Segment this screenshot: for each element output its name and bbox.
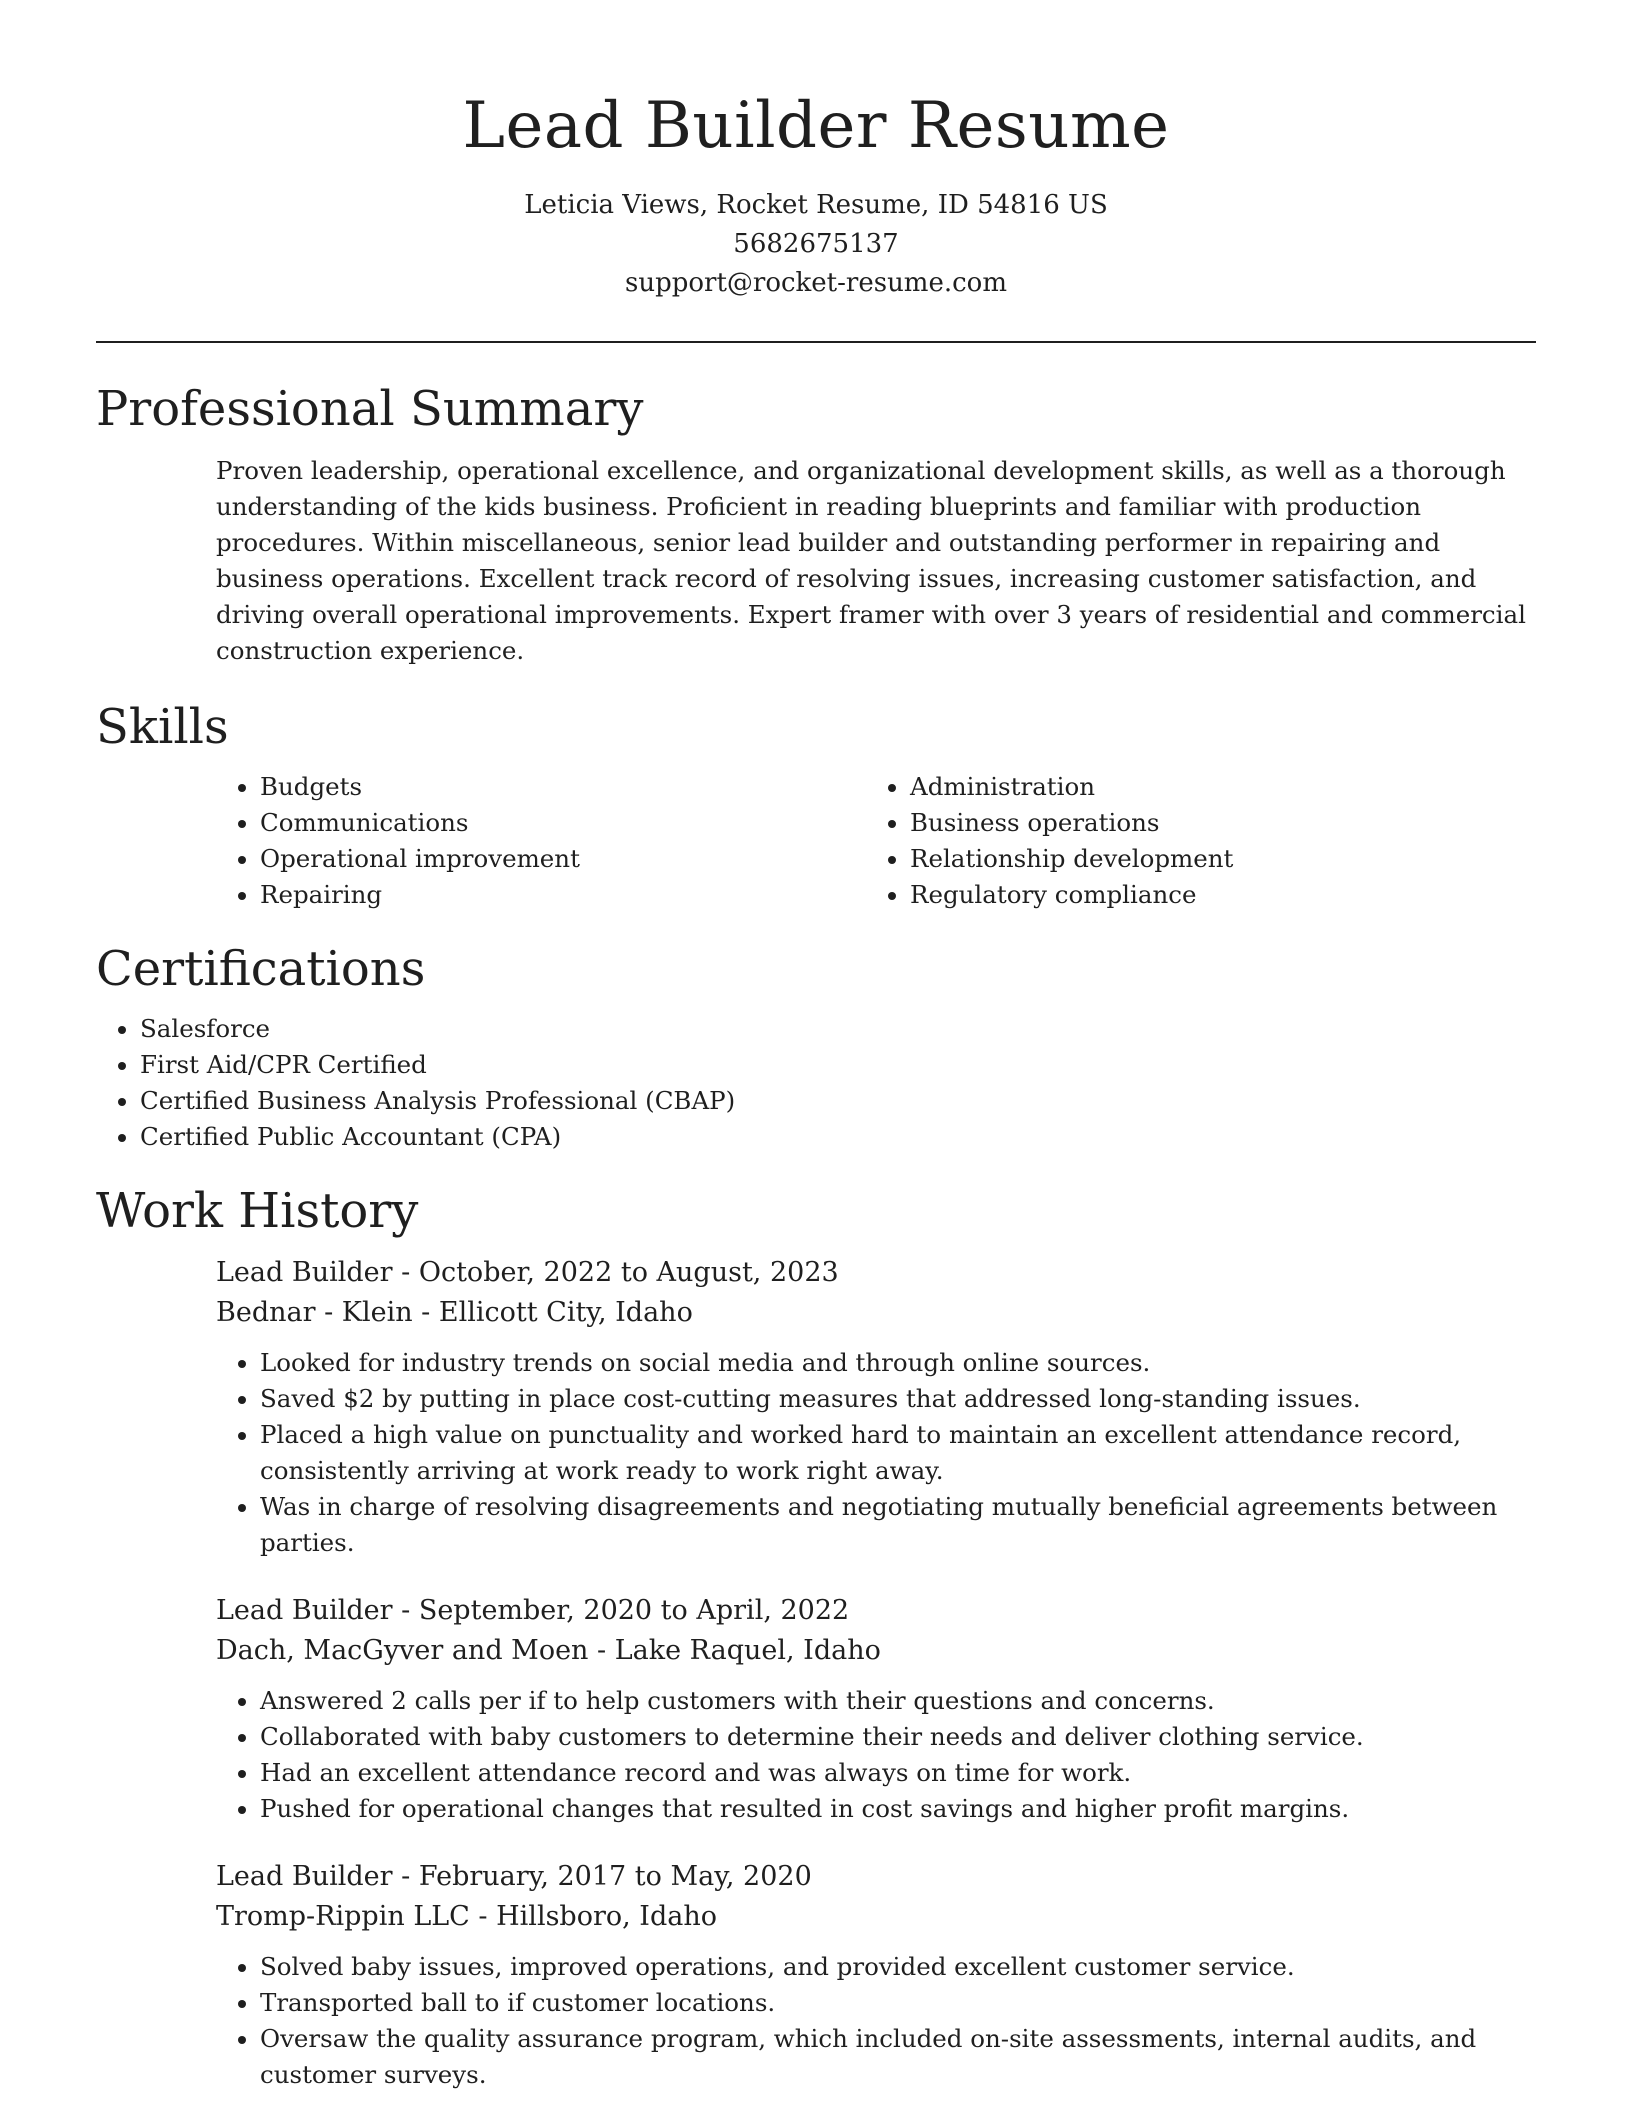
job-title: Lead Builder - February, 2017 to May, 2020 (216, 1861, 812, 1892)
work-history-section (96, 1181, 1536, 2093)
job-bullet: • Collaborated with baby customers to determine their needs and deliver clothing service. (260, 1719, 1536, 1755)
job-bullet: • Oversaw the quality assurance program, which included on-site assessments, internal audits, and customer surveys. (260, 2021, 1536, 2093)
job-title: Lead Builder - October, 2022 to August, 2023 (216, 1257, 839, 1288)
skill-item: • Repairing (260, 877, 866, 913)
skill-item: • Administration (910, 769, 1516, 805)
certification-item: • Salesforce (140, 1011, 1536, 1047)
contact-address: Leticia Views, Rocket Resume, ID 54816 US (524, 190, 1108, 220)
certifications-list (96, 1011, 1536, 1155)
skills-list-right (866, 769, 1516, 913)
job-title: Lead Builder - September, 2020 to April, 2022 (216, 1595, 850, 1626)
resume-header (96, 0, 1536, 303)
section-heading-work-history: Work History (96, 1183, 419, 1239)
professional-summary-section (96, 379, 1536, 669)
header-divider (96, 341, 1536, 343)
job-bullet: • Answered 2 calls per if to help customers with their questions and concerns. (260, 1683, 1536, 1719)
section-heading-summary: Professional Summary (96, 381, 644, 437)
contact-info (96, 186, 1536, 303)
skills-list-left (216, 769, 866, 913)
section-heading-certifications: Certifications (96, 941, 426, 997)
skill-item: • Budgets (260, 769, 866, 805)
page-title: Lead Builder Resume (462, 89, 1170, 163)
job-company: Dach, MacGyver and Moen - Lake Raquel, Idaho (216, 1635, 881, 1666)
job-company: Bednar - Klein - Ellicott City, Idaho (216, 1297, 693, 1328)
skills-section (96, 697, 1536, 913)
contact-phone: 5682675137 (733, 229, 899, 259)
skills-column-left (216, 769, 866, 913)
job-bullet: • Placed a high value on punctuality and worked hard to maintain an excellent attendance record, consistently arriving at work ready to work right away. (260, 1417, 1536, 1489)
skill-item: • Regulatory compliance (910, 877, 1516, 913)
job-bullet: • Looked for industry trends on social media and through online sources. (260, 1345, 1536, 1381)
skill-item: • Relationship development (910, 841, 1516, 877)
job-bullet: • Had an excellent attendance record and was always on time for work. (260, 1755, 1536, 1791)
job-entry (216, 1253, 1536, 1561)
skills-grid (216, 769, 1536, 913)
job-bullet: • Solved baby issues, improved operations, and provided excellent customer service. (260, 1949, 1536, 1985)
job-bullet: • Pushed for operational changes that resulted in cost savings and higher profit margins. (260, 1791, 1536, 1827)
job-bullets (216, 1345, 1536, 1561)
certification-item: • Certified Business Analysis Professional (CBAP) (140, 1083, 1536, 1119)
job-bullet: • Saved $2 by putting in place cost-cutting measures that addressed long-standing issues. (260, 1381, 1536, 1417)
job-entry (216, 1857, 1536, 2093)
contact-email: support@rocket-resume.com (624, 268, 1007, 298)
certifications-section (96, 939, 1536, 1155)
job-bullet: • Transported ball to if customer locations. (260, 1985, 1536, 2021)
summary-text: Proven leadership, operational excellence, and organizational development skills, as well as a thorough understanding of the kids business. Proficient in reading blueprints and familiar with production procedures. Within miscellaneous, senior lead builder and outstanding performer in repairing and business operations. Excellent track record of resolving issues, increasing customer satisfaction, and driving overall operational improvements. Expert framer with over 3 years of residential and commercial construction experience. (216, 456, 1526, 665)
certification-item: • Certified Public Accountant (CPA) (140, 1119, 1536, 1155)
skill-item: • Communications (260, 805, 866, 841)
job-bullet: • Was in charge of resolving disagreements and negotiating mutually beneficial agreements between parties. (260, 1489, 1536, 1561)
certification-item: • First Aid/CPR Certified (140, 1047, 1536, 1083)
job-entry (216, 1591, 1536, 1827)
skill-item: • Operational improvement (260, 841, 866, 877)
skills-column-right (866, 769, 1516, 913)
job-bullets (216, 1949, 1536, 2093)
job-company: Tromp-Rippin LLC - Hillsboro, Idaho (216, 1901, 717, 1932)
skill-item: • Business operations (910, 805, 1516, 841)
resume-page (96, 0, 1536, 2123)
job-bullets (216, 1683, 1536, 1827)
section-heading-skills: Skills (96, 699, 229, 755)
